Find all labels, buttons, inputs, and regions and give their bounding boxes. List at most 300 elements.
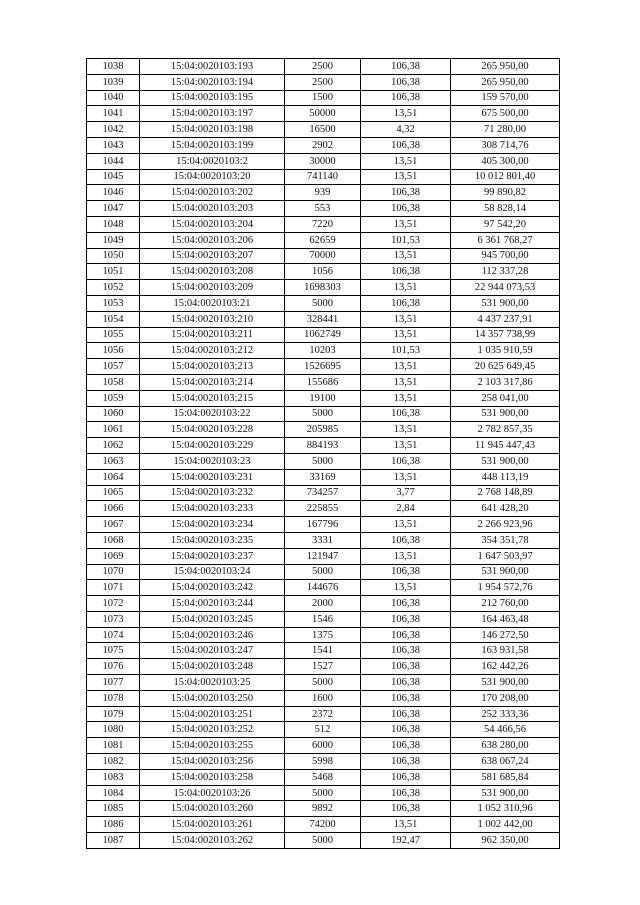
area-cell: 741140: [285, 169, 361, 185]
value-cell: 71 280,00: [451, 122, 560, 138]
cadastral-number-cell: 15:04:0020103:22: [140, 406, 285, 422]
rate-cell: 13,51: [361, 311, 451, 327]
table-row: [87, 264, 560, 280]
value-cell: 531 900,00: [451, 406, 560, 422]
table-row: [87, 295, 560, 311]
rate-cell: 13,51: [361, 216, 451, 232]
table-row: [87, 169, 560, 185]
area-cell: 205985: [285, 422, 361, 438]
area-cell: 2372: [285, 706, 361, 722]
table-row: [87, 201, 560, 217]
table-row: [87, 801, 560, 817]
cadastral-number-cell: 15:04:0020103:21: [140, 295, 285, 311]
value-cell: 531 900,00: [451, 564, 560, 580]
cadastral-number-cell: 15:04:0020103:260: [140, 801, 285, 817]
row-number-cell: 1060: [87, 406, 140, 422]
table-body: [87, 59, 560, 849]
row-number-cell: 1040: [87, 90, 140, 106]
value-cell: 308 714,76: [451, 137, 560, 153]
cadastral-number-cell: 15:04:0020103:202: [140, 185, 285, 201]
row-number-cell: 1045: [87, 169, 140, 185]
cadastral-number-cell: 15:04:0020103:24: [140, 564, 285, 580]
table-row: [87, 438, 560, 454]
cadastral-number-cell: 15:04:0020103:233: [140, 501, 285, 517]
area-cell: 10203: [285, 343, 361, 359]
table-row: [87, 532, 560, 548]
table-row: [87, 517, 560, 533]
table-row: [87, 738, 560, 754]
rate-cell: 4,32: [361, 122, 451, 138]
cadastral-number-cell: 15:04:0020103:252: [140, 722, 285, 738]
table-row: [87, 469, 560, 485]
row-number-cell: 1081: [87, 738, 140, 754]
rate-cell: 13,51: [361, 580, 451, 596]
cadastral-number-cell: 15:04:0020103:213: [140, 359, 285, 375]
table-row: [87, 754, 560, 770]
cadastral-number-cell: 15:04:0020103:262: [140, 833, 285, 849]
rate-cell: 106,38: [361, 706, 451, 722]
table-row: [87, 359, 560, 375]
table-row: [87, 374, 560, 390]
table-row: [87, 643, 560, 659]
table-row: [87, 280, 560, 296]
value-cell: 531 900,00: [451, 785, 560, 801]
area-cell: 1546: [285, 611, 361, 627]
value-cell: 163 931,58: [451, 643, 560, 659]
value-cell: 448 113,19: [451, 469, 560, 485]
value-cell: 405 300,00: [451, 153, 560, 169]
cadastral-number-cell: 15:04:0020103:25: [140, 675, 285, 691]
value-cell: 531 900,00: [451, 675, 560, 691]
rate-cell: 106,38: [361, 453, 451, 469]
rate-cell: 106,38: [361, 74, 451, 90]
value-cell: 641 428,20: [451, 501, 560, 517]
table-row: [87, 501, 560, 517]
area-cell: 70000: [285, 248, 361, 264]
cadastral-number-cell: 15:04:0020103:203: [140, 201, 285, 217]
area-cell: 1500: [285, 90, 361, 106]
rate-cell: 106,38: [361, 659, 451, 675]
area-cell: 1375: [285, 627, 361, 643]
row-number-cell: 1055: [87, 327, 140, 343]
rate-cell: 13,51: [361, 359, 451, 375]
value-cell: 22 944 073,53: [451, 280, 560, 296]
cadastral-number-cell: 15:04:0020103:199: [140, 137, 285, 153]
row-number-cell: 1042: [87, 122, 140, 138]
table-row: [87, 248, 560, 264]
row-number-cell: 1044: [87, 153, 140, 169]
cadastral-number-cell: 15:04:0020103:251: [140, 706, 285, 722]
value-cell: 1 052 310,96: [451, 801, 560, 817]
rate-cell: 106,38: [361, 675, 451, 691]
value-cell: 2 266 923,96: [451, 517, 560, 533]
cadastral-number-cell: 15:04:0020103:209: [140, 280, 285, 296]
rate-cell: 13,51: [361, 517, 451, 533]
row-number-cell: 1054: [87, 311, 140, 327]
rate-cell: 106,38: [361, 406, 451, 422]
value-cell: 58 828,14: [451, 201, 560, 217]
row-number-cell: 1084: [87, 785, 140, 801]
area-cell: 5000: [285, 833, 361, 849]
table-row: [87, 564, 560, 580]
value-cell: 112 337,28: [451, 264, 560, 280]
cadastral-number-cell: 15:04:0020103:229: [140, 438, 285, 454]
value-cell: 14 357 738,99: [451, 327, 560, 343]
cadastral-number-cell: 15:04:0020103:245: [140, 611, 285, 627]
rate-cell: 106,38: [361, 596, 451, 612]
value-cell: 2 103 317,86: [451, 374, 560, 390]
table-row: [87, 706, 560, 722]
row-number-cell: 1082: [87, 754, 140, 770]
row-number-cell: 1059: [87, 390, 140, 406]
rate-cell: 106,38: [361, 90, 451, 106]
table-row: [87, 769, 560, 785]
value-cell: 265 950,00: [451, 59, 560, 75]
table-row: [87, 122, 560, 138]
area-cell: 16500: [285, 122, 361, 138]
table-row: [87, 627, 560, 643]
row-number-cell: 1052: [87, 280, 140, 296]
rate-cell: 106,38: [361, 690, 451, 706]
cadastral-number-cell: 15:04:0020103:26: [140, 785, 285, 801]
row-number-cell: 1072: [87, 596, 140, 612]
cadastral-number-cell: 15:04:0020103:206: [140, 232, 285, 248]
row-number-cell: 1065: [87, 485, 140, 501]
cadastral-number-cell: 15:04:0020103:204: [140, 216, 285, 232]
value-cell: 531 900,00: [451, 453, 560, 469]
table-row: [87, 659, 560, 675]
cadastral-number-cell: 15:04:0020103:237: [140, 548, 285, 564]
row-number-cell: 1038: [87, 59, 140, 75]
table-row: [87, 453, 560, 469]
value-cell: 20 625 649,45: [451, 359, 560, 375]
rate-cell: 106,38: [361, 201, 451, 217]
rate-cell: 106,38: [361, 185, 451, 201]
cadastral-number-cell: 15:04:0020103:195: [140, 90, 285, 106]
row-number-cell: 1078: [87, 690, 140, 706]
row-number-cell: 1039: [87, 74, 140, 90]
rate-cell: 106,38: [361, 59, 451, 75]
table-row: [87, 611, 560, 627]
area-cell: 5000: [285, 295, 361, 311]
cadastral-number-cell: 15:04:0020103:255: [140, 738, 285, 754]
rate-cell: 13,51: [361, 106, 451, 122]
area-cell: 512: [285, 722, 361, 738]
table-row: [87, 580, 560, 596]
land-value-table: [86, 58, 560, 849]
value-cell: 2 768 148,89: [451, 485, 560, 501]
value-cell: 638 067,24: [451, 754, 560, 770]
value-cell: 10 012 801,40: [451, 169, 560, 185]
rate-cell: 106,38: [361, 627, 451, 643]
value-cell: 162 442,26: [451, 659, 560, 675]
table-row: [87, 817, 560, 833]
area-cell: 5000: [285, 406, 361, 422]
area-cell: 50000: [285, 106, 361, 122]
table-row: [87, 327, 560, 343]
table-row: [87, 722, 560, 738]
cadastral-number-cell: 15:04:0020103:215: [140, 390, 285, 406]
value-cell: 1 035 910,59: [451, 343, 560, 359]
rate-cell: 106,38: [361, 754, 451, 770]
row-number-cell: 1056: [87, 343, 140, 359]
area-cell: 155686: [285, 374, 361, 390]
rate-cell: 106,38: [361, 264, 451, 280]
rate-cell: 106,38: [361, 532, 451, 548]
cadastral-number-cell: 15:04:0020103:261: [140, 817, 285, 833]
table-row: [87, 548, 560, 564]
value-cell: 638 280,00: [451, 738, 560, 754]
area-cell: 121947: [285, 548, 361, 564]
rate-cell: 13,51: [361, 548, 451, 564]
table-row: [87, 390, 560, 406]
value-cell: 1 954 572,76: [451, 580, 560, 596]
table-row: [87, 833, 560, 849]
area-cell: 939: [285, 185, 361, 201]
table-row: [87, 185, 560, 201]
rate-cell: 13,51: [361, 390, 451, 406]
rate-cell: 106,38: [361, 643, 451, 659]
value-cell: 675 500,00: [451, 106, 560, 122]
cadastral-number-cell: 15:04:0020103:246: [140, 627, 285, 643]
cadastral-number-cell: 15:04:0020103:194: [140, 74, 285, 90]
rate-cell: 106,38: [361, 785, 451, 801]
area-cell: 30000: [285, 153, 361, 169]
cadastral-number-cell: 15:04:0020103:247: [140, 643, 285, 659]
cadastral-number-cell: 15:04:0020103:23: [140, 453, 285, 469]
row-number-cell: 1046: [87, 185, 140, 201]
row-number-cell: 1076: [87, 659, 140, 675]
row-number-cell: 1058: [87, 374, 140, 390]
area-cell: 5468: [285, 769, 361, 785]
cadastral-number-cell: 15:04:0020103:232: [140, 485, 285, 501]
table-row: [87, 232, 560, 248]
value-cell: 164 463,48: [451, 611, 560, 627]
cadastral-number-cell: 15:04:0020103:212: [140, 343, 285, 359]
rate-cell: 13,51: [361, 280, 451, 296]
value-cell: 265 950,00: [451, 74, 560, 90]
table-row: [87, 59, 560, 75]
area-cell: 1526695: [285, 359, 361, 375]
table-row: [87, 74, 560, 90]
table-row: [87, 90, 560, 106]
cadastral-number-cell: 15:04:0020103:250: [140, 690, 285, 706]
table-row: [87, 690, 560, 706]
row-number-cell: 1073: [87, 611, 140, 627]
cadastral-number-cell: 15:04:0020103:242: [140, 580, 285, 596]
table-row: [87, 596, 560, 612]
row-number-cell: 1064: [87, 469, 140, 485]
cadastral-number-cell: 15:04:0020103:256: [140, 754, 285, 770]
area-cell: 1062749: [285, 327, 361, 343]
row-number-cell: 1057: [87, 359, 140, 375]
cadastral-number-cell: 15:04:0020103:193: [140, 59, 285, 75]
area-cell: 1541: [285, 643, 361, 659]
cadastral-number-cell: 15:04:0020103:207: [140, 248, 285, 264]
area-cell: 5998: [285, 754, 361, 770]
cadastral-number-cell: 15:04:0020103:2: [140, 153, 285, 169]
value-cell: 146 272,50: [451, 627, 560, 643]
rate-cell: 13,51: [361, 817, 451, 833]
cadastral-number-cell: 15:04:0020103:248: [140, 659, 285, 675]
row-number-cell: 1047: [87, 201, 140, 217]
value-cell: 212 760,00: [451, 596, 560, 612]
rate-cell: 13,51: [361, 438, 451, 454]
row-number-cell: 1087: [87, 833, 140, 849]
cadastral-number-cell: 15:04:0020103:235: [140, 532, 285, 548]
cadastral-number-cell: 15:04:0020103:20: [140, 169, 285, 185]
value-cell: 252 333,36: [451, 706, 560, 722]
value-cell: 54 466,56: [451, 722, 560, 738]
row-number-cell: 1049: [87, 232, 140, 248]
row-number-cell: 1043: [87, 137, 140, 153]
value-cell: 258 041,00: [451, 390, 560, 406]
value-cell: 159 570,00: [451, 90, 560, 106]
area-cell: 225855: [285, 501, 361, 517]
table-row: [87, 311, 560, 327]
value-cell: 99 890,82: [451, 185, 560, 201]
area-cell: 2500: [285, 59, 361, 75]
area-cell: 884193: [285, 438, 361, 454]
row-number-cell: 1074: [87, 627, 140, 643]
row-number-cell: 1079: [87, 706, 140, 722]
rate-cell: 106,38: [361, 564, 451, 580]
area-cell: 1698303: [285, 280, 361, 296]
value-cell: 11 945 447,43: [451, 438, 560, 454]
area-cell: 734257: [285, 485, 361, 501]
rate-cell: 13,51: [361, 469, 451, 485]
row-number-cell: 1080: [87, 722, 140, 738]
table-row: [87, 153, 560, 169]
table-row: [87, 785, 560, 801]
row-number-cell: 1067: [87, 517, 140, 533]
row-number-cell: 1086: [87, 817, 140, 833]
row-number-cell: 1070: [87, 564, 140, 580]
area-cell: 5000: [285, 564, 361, 580]
row-number-cell: 1066: [87, 501, 140, 517]
table-row: [87, 675, 560, 691]
area-cell: 1600: [285, 690, 361, 706]
rate-cell: 106,38: [361, 769, 451, 785]
row-number-cell: 1051: [87, 264, 140, 280]
rate-cell: 106,38: [361, 295, 451, 311]
rate-cell: 101,53: [361, 232, 451, 248]
cadastral-number-cell: 15:04:0020103:244: [140, 596, 285, 612]
value-cell: 531 900,00: [451, 295, 560, 311]
value-cell: 581 685,84: [451, 769, 560, 785]
value-cell: 97 542,20: [451, 216, 560, 232]
area-cell: 5000: [285, 785, 361, 801]
cadastral-number-cell: 15:04:0020103:198: [140, 122, 285, 138]
cadastral-number-cell: 15:04:0020103:210: [140, 311, 285, 327]
row-number-cell: 1063: [87, 453, 140, 469]
area-cell: 74200: [285, 817, 361, 833]
area-cell: 3331: [285, 532, 361, 548]
value-cell: 354 351,78: [451, 532, 560, 548]
area-cell: 19100: [285, 390, 361, 406]
area-cell: 2000: [285, 596, 361, 612]
area-cell: 144676: [285, 580, 361, 596]
area-cell: 7220: [285, 216, 361, 232]
area-cell: 1527: [285, 659, 361, 675]
rate-cell: 13,51: [361, 422, 451, 438]
table-row: [87, 216, 560, 232]
rate-cell: 13,51: [361, 327, 451, 343]
row-number-cell: 1050: [87, 248, 140, 264]
rate-cell: 106,38: [361, 738, 451, 754]
row-number-cell: 1053: [87, 295, 140, 311]
area-cell: 5000: [285, 453, 361, 469]
area-cell: 33169: [285, 469, 361, 485]
rate-cell: 101,53: [361, 343, 451, 359]
table-row: [87, 137, 560, 153]
rate-cell: 192,47: [361, 833, 451, 849]
rate-cell: 13,51: [361, 374, 451, 390]
cadastral-number-cell: 15:04:0020103:214: [140, 374, 285, 390]
row-number-cell: 1085: [87, 801, 140, 817]
rate-cell: 13,51: [361, 169, 451, 185]
cadastral-number-cell: 15:04:0020103:228: [140, 422, 285, 438]
value-cell: 2 782 857,35: [451, 422, 560, 438]
value-cell: 4 437 237,91: [451, 311, 560, 327]
row-number-cell: 1077: [87, 675, 140, 691]
area-cell: 6000: [285, 738, 361, 754]
rate-cell: 106,38: [361, 137, 451, 153]
rate-cell: 3,77: [361, 485, 451, 501]
value-cell: 1 002 442,00: [451, 817, 560, 833]
row-number-cell: 1041: [87, 106, 140, 122]
value-cell: 1 647 503,97: [451, 548, 560, 564]
cadastral-number-cell: 15:04:0020103:258: [140, 769, 285, 785]
area-cell: 5000: [285, 675, 361, 691]
area-cell: 328441: [285, 311, 361, 327]
row-number-cell: 1062: [87, 438, 140, 454]
value-cell: 962 350,00: [451, 833, 560, 849]
area-cell: 2902: [285, 137, 361, 153]
cadastral-number-cell: 15:04:0020103:234: [140, 517, 285, 533]
row-number-cell: 1068: [87, 532, 140, 548]
area-cell: 2500: [285, 74, 361, 90]
value-cell: 945 700,00: [451, 248, 560, 264]
table-row: [87, 422, 560, 438]
area-cell: 167796: [285, 517, 361, 533]
rate-cell: 13,51: [361, 153, 451, 169]
row-number-cell: 1069: [87, 548, 140, 564]
value-cell: 6 361 768,27: [451, 232, 560, 248]
rate-cell: 106,38: [361, 801, 451, 817]
area-cell: 9892: [285, 801, 361, 817]
rate-cell: 106,38: [361, 722, 451, 738]
cadastral-number-cell: 15:04:0020103:231: [140, 469, 285, 485]
rate-cell: 13,51: [361, 248, 451, 264]
area-cell: 1056: [285, 264, 361, 280]
rate-cell: 106,38: [361, 611, 451, 627]
cadastral-number-cell: 15:04:0020103:197: [140, 106, 285, 122]
table-row: [87, 343, 560, 359]
row-number-cell: 1048: [87, 216, 140, 232]
cadastral-number-cell: 15:04:0020103:211: [140, 327, 285, 343]
rate-cell: 2,84: [361, 501, 451, 517]
row-number-cell: 1071: [87, 580, 140, 596]
cadastral-number-cell: 15:04:0020103:208: [140, 264, 285, 280]
table-row: [87, 406, 560, 422]
area-cell: 553: [285, 201, 361, 217]
row-number-cell: 1061: [87, 422, 140, 438]
row-number-cell: 1083: [87, 769, 140, 785]
area-cell: 62659: [285, 232, 361, 248]
table-row: [87, 485, 560, 501]
row-number-cell: 1075: [87, 643, 140, 659]
